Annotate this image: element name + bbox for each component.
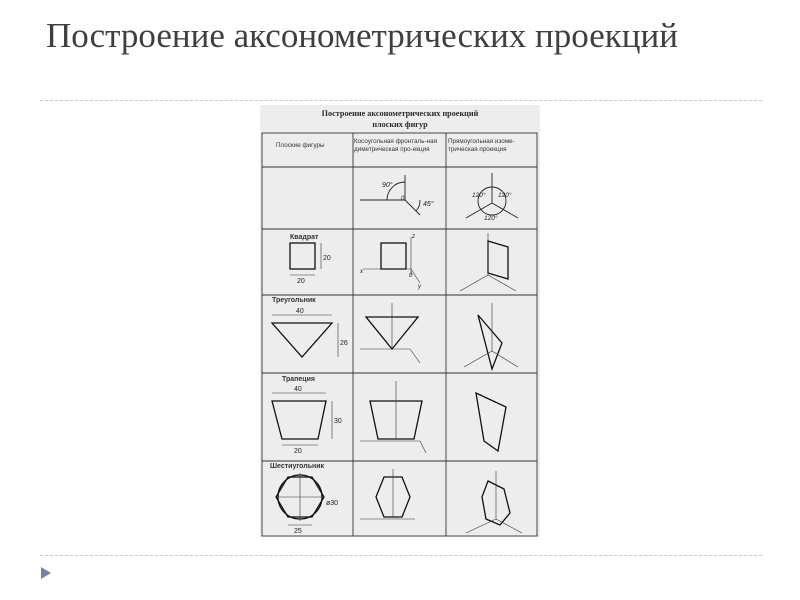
triangle-height-dim: 26 [340, 340, 348, 347]
col-header-flat-figures: Плоские фигуры [276, 142, 325, 149]
hexagon-diameter-dim: ø30 [326, 500, 339, 507]
dimetric-axes-diagram [360, 175, 420, 215]
square-width-dim: 20 [297, 278, 305, 285]
slide-title: Построение аксонометрических проекций [46, 16, 678, 55]
angle-90-label: 90° [382, 182, 393, 189]
hexagon-width-dim: 25 [294, 528, 302, 535]
row-label-trapezoid: Трапеция [282, 376, 315, 383]
row-label-square: Квадрат [290, 234, 319, 241]
trapezoid-bottom-dim: 20 [294, 448, 302, 455]
axis-z-label: z [412, 234, 415, 240]
square-height-dim: 20 [323, 255, 331, 262]
trapezoid-top-dim: 40 [294, 386, 302, 393]
row-label-hexagon: Шестиугольник [270, 463, 325, 470]
title-divider [40, 100, 762, 101]
angle-120-label-right: 120° [498, 192, 512, 199]
col-header-isometric: Прямоугольная изоме-трическая проекция [448, 138, 515, 153]
col-header-dimetric: Косоугольная фронталь-ная диметрическая про-екция [354, 138, 438, 153]
projection-drawings [260, 105, 540, 537]
origin-label: 0 [409, 273, 413, 279]
table-heading-line2: плоских фигур [372, 120, 428, 129]
angle-45-label: 45° [423, 201, 434, 208]
triangle-width-dim: 40 [296, 308, 304, 315]
axis-y-label: y [418, 284, 421, 290]
textbook-table-image [260, 105, 540, 537]
angle-120-label-bottom: 120° [484, 215, 498, 222]
triangle-figures [272, 315, 502, 369]
trapezoid-height-dim: 30 [334, 418, 342, 425]
axis-x-label: x [360, 269, 363, 275]
play-arrow-icon [40, 566, 52, 580]
footer-divider [40, 555, 762, 556]
dimetric-origin-label: 0 [401, 196, 405, 202]
row-label-triangle: Треугольник [272, 297, 316, 304]
angle-120-label-left: 120° [472, 192, 486, 199]
trapezoid-figures [272, 393, 506, 451]
table-heading-line1: Построение аксонометрических проекций [321, 109, 479, 118]
